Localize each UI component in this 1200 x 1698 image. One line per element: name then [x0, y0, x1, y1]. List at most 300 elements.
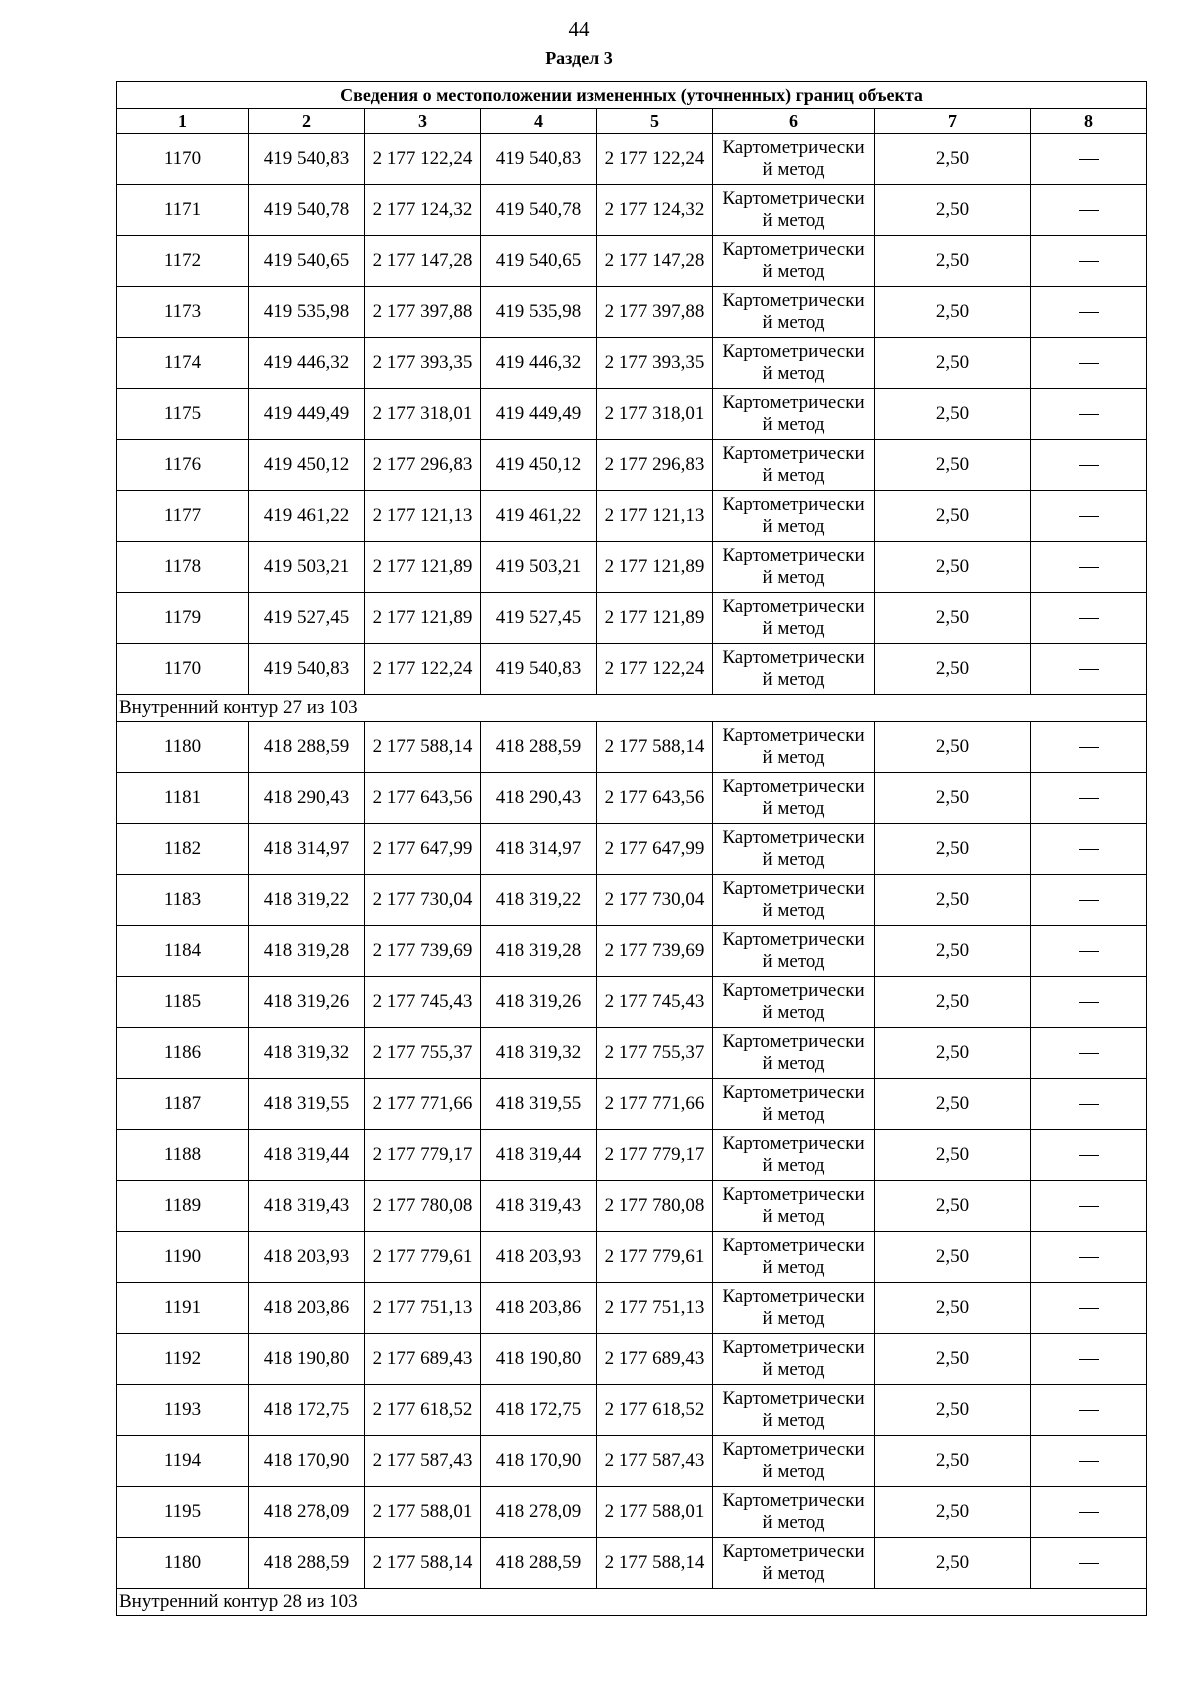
coordinates-table [116, 81, 1147, 1616]
method-cell [713, 644, 875, 695]
table-row [117, 824, 1147, 875]
existing-x: 418 314,97 [249, 824, 365, 875]
existing-x: 419 450,12 [249, 440, 365, 491]
dash-mark [1079, 567, 1099, 569]
existing-y: 2 177 588,01 [365, 1487, 481, 1538]
method-line: й метод [762, 1002, 825, 1023]
method-line: й метод [762, 1410, 825, 1431]
precision-value: 2,50 [875, 1334, 1031, 1385]
existing-y: 2 177 779,17 [365, 1130, 481, 1181]
dash-cell [1031, 134, 1147, 185]
existing-x: 419 461,22 [249, 491, 365, 542]
point-number: 1191 [117, 1283, 249, 1334]
refined-y: 2 177 588,14 [597, 1538, 713, 1589]
existing-x: 419 540,65 [249, 236, 365, 287]
refined-x: 418 319,43 [481, 1181, 597, 1232]
point-number: 1180 [117, 722, 249, 773]
method-line: й метод [762, 669, 825, 690]
precision-value: 2,50 [875, 1385, 1031, 1436]
point-number: 1194 [117, 1436, 249, 1487]
dash-mark [1079, 1104, 1099, 1106]
dash-cell [1031, 773, 1147, 824]
existing-y: 2 177 318,01 [365, 389, 481, 440]
method-line: Картометрически [722, 341, 865, 362]
dash-mark [1079, 618, 1099, 620]
refined-x: 418 190,80 [481, 1334, 597, 1385]
existing-y: 2 177 122,24 [365, 134, 481, 185]
dash-mark [1079, 465, 1099, 467]
existing-y: 2 177 618,52 [365, 1385, 481, 1436]
precision-value: 2,50 [875, 1436, 1031, 1487]
existing-x: 418 170,90 [249, 1436, 365, 1487]
refined-x: 418 290,43 [481, 773, 597, 824]
method-cell [713, 287, 875, 338]
dash-mark [1079, 312, 1099, 314]
existing-x: 418 319,32 [249, 1028, 365, 1079]
refined-x: 418 170,90 [481, 1436, 597, 1487]
dash-cell [1031, 236, 1147, 287]
existing-y: 2 177 122,24 [365, 644, 481, 695]
existing-x: 418 190,80 [249, 1334, 365, 1385]
existing-x: 419 446,32 [249, 338, 365, 389]
point-number: 1183 [117, 875, 249, 926]
table-row [117, 236, 1147, 287]
point-number: 1170 [117, 134, 249, 185]
precision-value: 2,50 [875, 773, 1031, 824]
existing-y: 2 177 755,37 [365, 1028, 481, 1079]
existing-x: 419 535,98 [249, 287, 365, 338]
dash-cell [1031, 440, 1147, 491]
method-line: й метод [762, 210, 825, 231]
precision-value: 2,50 [875, 875, 1031, 926]
refined-y: 2 177 779,17 [597, 1130, 713, 1181]
point-number: 1182 [117, 824, 249, 875]
dash-mark [1079, 1002, 1099, 1004]
dash-cell [1031, 644, 1147, 695]
existing-y: 2 177 751,13 [365, 1283, 481, 1334]
dash-mark [1079, 1308, 1099, 1310]
dash-cell [1031, 1487, 1147, 1538]
table-row [117, 1283, 1147, 1334]
existing-y: 2 177 689,43 [365, 1334, 481, 1385]
point-number: 1179 [117, 593, 249, 644]
refined-x: 419 503,21 [481, 542, 597, 593]
point-number: 1190 [117, 1232, 249, 1283]
section-title: Раздел 3 [545, 48, 613, 68]
refined-x: 418 314,97 [481, 824, 597, 875]
method-line: й метод [762, 567, 825, 588]
refined-y: 2 177 751,13 [597, 1283, 713, 1334]
existing-x: 419 449,49 [249, 389, 365, 440]
point-number: 1185 [117, 977, 249, 1028]
method-line: й метод [762, 363, 825, 384]
point-number: 1175 [117, 389, 249, 440]
dash-cell [1031, 1385, 1147, 1436]
existing-y: 2 177 647,99 [365, 824, 481, 875]
method-line: Картометрически [722, 1388, 865, 1409]
refined-x: 418 319,32 [481, 1028, 597, 1079]
refined-y: 2 177 780,08 [597, 1181, 713, 1232]
method-line: Картометрически [722, 188, 865, 209]
method-cell [713, 440, 875, 491]
method-cell [713, 338, 875, 389]
existing-y: 2 177 124,32 [365, 185, 481, 236]
precision-value: 2,50 [875, 1487, 1031, 1538]
method-cell [713, 185, 875, 236]
point-number: 1172 [117, 236, 249, 287]
dash-cell [1031, 185, 1147, 236]
point-number: 1187 [117, 1079, 249, 1130]
method-line: Картометрически [722, 1031, 865, 1052]
precision-value: 2,50 [875, 824, 1031, 875]
precision-value: 2,50 [875, 338, 1031, 389]
table-row [117, 593, 1147, 644]
refined-y: 2 177 618,52 [597, 1385, 713, 1436]
point-number: 1195 [117, 1487, 249, 1538]
method-line: й метод [762, 618, 825, 639]
dash-mark [1079, 210, 1099, 212]
refined-x: 419 450,12 [481, 440, 597, 491]
existing-x: 418 288,59 [249, 1538, 365, 1589]
refined-x: 418 203,86 [481, 1283, 597, 1334]
existing-y: 2 177 771,66 [365, 1079, 481, 1130]
point-number: 1170 [117, 644, 249, 695]
refined-y: 2 177 124,32 [597, 185, 713, 236]
table-row [117, 287, 1147, 338]
refined-y: 2 177 739,69 [597, 926, 713, 977]
contour-row [117, 1589, 1147, 1616]
method-cell [713, 542, 875, 593]
refined-y: 2 177 122,24 [597, 644, 713, 695]
refined-y: 2 177 779,61 [597, 1232, 713, 1283]
dash-mark [1079, 669, 1099, 671]
refined-x: 418 288,59 [481, 722, 597, 773]
refined-y: 2 177 689,43 [597, 1334, 713, 1385]
column-number-row [117, 109, 1147, 134]
method-line: Картометрически [722, 929, 865, 950]
point-number: 1177 [117, 491, 249, 542]
table-row [117, 644, 1147, 695]
existing-y: 2 177 393,35 [365, 338, 481, 389]
point-number: 1184 [117, 926, 249, 977]
existing-x: 418 319,43 [249, 1181, 365, 1232]
table-row [117, 185, 1147, 236]
dash-mark [1079, 798, 1099, 800]
dash-mark [1079, 1563, 1099, 1565]
refined-x: 419 540,83 [481, 644, 597, 695]
refined-y: 2 177 122,24 [597, 134, 713, 185]
table-row [117, 1334, 1147, 1385]
method-line: й метод [762, 1206, 825, 1227]
table-row [117, 722, 1147, 773]
precision-value: 2,50 [875, 593, 1031, 644]
refined-x: 418 319,55 [481, 1079, 597, 1130]
dash-mark [1079, 951, 1099, 953]
method-line: Картометрически [722, 290, 865, 311]
page-number: 44 [568, 17, 590, 41]
method-cell [713, 1538, 875, 1589]
method-line: Картометрически [722, 878, 865, 899]
refined-y: 2 177 121,89 [597, 593, 713, 644]
dash-mark [1079, 1053, 1099, 1055]
method-line: й метод [762, 951, 825, 972]
method-line: Картометрически [722, 1286, 865, 1307]
dash-mark [1079, 159, 1099, 161]
method-line: Картометрически [722, 1439, 865, 1460]
table-caption-row [117, 82, 1147, 109]
method-line: Картометрически [722, 1235, 865, 1256]
dash-mark [1079, 1512, 1099, 1514]
table-row [117, 1385, 1147, 1436]
method-cell [713, 1436, 875, 1487]
existing-y: 2 177 745,43 [365, 977, 481, 1028]
dash-cell [1031, 824, 1147, 875]
refined-y: 2 177 771,66 [597, 1079, 713, 1130]
method-cell [713, 926, 875, 977]
refined-x: 418 288,59 [481, 1538, 597, 1589]
dash-cell [1031, 287, 1147, 338]
table-row [117, 1487, 1147, 1538]
refined-x: 419 540,65 [481, 236, 597, 287]
refined-x: 419 540,78 [481, 185, 597, 236]
precision-value: 2,50 [875, 1181, 1031, 1232]
precision-value: 2,50 [875, 644, 1031, 695]
existing-x: 418 319,44 [249, 1130, 365, 1181]
method-line: Картометрически [722, 137, 865, 158]
table-row [117, 1079, 1147, 1130]
precision-value: 2,50 [875, 185, 1031, 236]
dash-cell [1031, 491, 1147, 542]
contour-label: Внутренний контур 27 из 103 [117, 695, 1147, 722]
table-row [117, 1436, 1147, 1487]
column-number: 4 [481, 109, 597, 134]
existing-x: 419 540,83 [249, 644, 365, 695]
method-line: Картометрически [722, 596, 865, 617]
method-line: Картометрически [722, 776, 865, 797]
existing-x: 418 319,55 [249, 1079, 365, 1130]
method-line: й метод [762, 1461, 825, 1482]
refined-y: 2 177 397,88 [597, 287, 713, 338]
method-cell [713, 977, 875, 1028]
method-cell [713, 491, 875, 542]
method-line: Картометрически [722, 1337, 865, 1358]
refined-x: 418 203,93 [481, 1232, 597, 1283]
method-line: Картометрически [722, 1082, 865, 1103]
method-line: й метод [762, 747, 825, 768]
method-line: Картометрически [722, 647, 865, 668]
method-line: й метод [762, 1257, 825, 1278]
refined-x: 419 527,45 [481, 593, 597, 644]
existing-y: 2 177 147,28 [365, 236, 481, 287]
table-row [117, 1181, 1147, 1232]
dash-cell [1031, 1232, 1147, 1283]
column-number: 6 [713, 109, 875, 134]
table-row [117, 338, 1147, 389]
refined-y: 2 177 588,01 [597, 1487, 713, 1538]
dash-mark [1079, 1410, 1099, 1412]
dash-mark [1079, 261, 1099, 263]
dash-mark [1079, 1206, 1099, 1208]
method-cell [713, 824, 875, 875]
table-row [117, 134, 1147, 185]
method-line: Картометрически [722, 545, 865, 566]
precision-value: 2,50 [875, 1130, 1031, 1181]
existing-x: 419 503,21 [249, 542, 365, 593]
method-line: й метод [762, 798, 825, 819]
existing-x: 418 203,93 [249, 1232, 365, 1283]
existing-y: 2 177 121,13 [365, 491, 481, 542]
refined-x: 418 319,28 [481, 926, 597, 977]
refined-y: 2 177 393,35 [597, 338, 713, 389]
precision-value: 2,50 [875, 1028, 1031, 1079]
dash-cell [1031, 1334, 1147, 1385]
table-row [117, 773, 1147, 824]
precision-value: 2,50 [875, 542, 1031, 593]
precision-value: 2,50 [875, 491, 1031, 542]
existing-y: 2 177 296,83 [365, 440, 481, 491]
point-number: 1173 [117, 287, 249, 338]
point-number: 1188 [117, 1130, 249, 1181]
precision-value: 2,50 [875, 389, 1031, 440]
refined-y: 2 177 643,56 [597, 773, 713, 824]
method-line: й метод [762, 1512, 825, 1533]
existing-x: 418 288,59 [249, 722, 365, 773]
method-line: й метод [762, 261, 825, 282]
existing-x: 418 319,22 [249, 875, 365, 926]
method-cell [713, 134, 875, 185]
refined-y: 2 177 121,89 [597, 542, 713, 593]
method-cell [713, 773, 875, 824]
dash-mark [1079, 1359, 1099, 1361]
refined-x: 419 449,49 [481, 389, 597, 440]
column-number: 2 [249, 109, 365, 134]
contour-label: Внутренний контур 28 из 103 [117, 1589, 1147, 1616]
existing-x: 418 290,43 [249, 773, 365, 824]
dash-mark [1079, 516, 1099, 518]
table-row [117, 1538, 1147, 1589]
method-line: й метод [762, 1053, 825, 1074]
point-number: 1171 [117, 185, 249, 236]
precision-value: 2,50 [875, 287, 1031, 338]
table-row [117, 1232, 1147, 1283]
method-line: й метод [762, 516, 825, 537]
method-line: Картометрически [722, 1490, 865, 1511]
existing-x: 418 319,28 [249, 926, 365, 977]
refined-x: 418 319,26 [481, 977, 597, 1028]
method-cell [713, 236, 875, 287]
existing-y: 2 177 121,89 [365, 593, 481, 644]
refined-x: 419 535,98 [481, 287, 597, 338]
existing-x: 419 540,83 [249, 134, 365, 185]
dash-mark [1079, 1461, 1099, 1463]
method-line: Картометрически [722, 392, 865, 413]
precision-value: 2,50 [875, 1232, 1031, 1283]
table-row [117, 1028, 1147, 1079]
dash-cell [1031, 722, 1147, 773]
refined-x: 418 278,09 [481, 1487, 597, 1538]
precision-value: 2,50 [875, 134, 1031, 185]
refined-x: 418 319,44 [481, 1130, 597, 1181]
dash-cell [1031, 542, 1147, 593]
refined-y: 2 177 296,83 [597, 440, 713, 491]
method-line: Картометрически [722, 725, 865, 746]
method-line: Картометрически [722, 1184, 865, 1205]
dash-cell [1031, 977, 1147, 1028]
column-number: 7 [875, 109, 1031, 134]
refined-y: 2 177 755,37 [597, 1028, 713, 1079]
dash-cell [1031, 1181, 1147, 1232]
dash-cell [1031, 1079, 1147, 1130]
precision-value: 2,50 [875, 236, 1031, 287]
point-number: 1180 [117, 1538, 249, 1589]
dash-mark [1079, 849, 1099, 851]
method-line: й метод [762, 900, 825, 921]
refined-y: 2 177 121,13 [597, 491, 713, 542]
refined-y: 2 177 730,04 [597, 875, 713, 926]
refined-y: 2 177 588,14 [597, 722, 713, 773]
method-line: й метод [762, 159, 825, 180]
precision-value: 2,50 [875, 722, 1031, 773]
refined-y: 2 177 318,01 [597, 389, 713, 440]
existing-y: 2 177 730,04 [365, 875, 481, 926]
method-line: й метод [762, 1155, 825, 1176]
point-number: 1193 [117, 1385, 249, 1436]
method-cell [713, 1487, 875, 1538]
table-row [117, 440, 1147, 491]
table-row [117, 389, 1147, 440]
existing-x: 418 203,86 [249, 1283, 365, 1334]
existing-y: 2 177 643,56 [365, 773, 481, 824]
refined-x: 419 540,83 [481, 134, 597, 185]
point-number: 1189 [117, 1181, 249, 1232]
method-cell [713, 1028, 875, 1079]
refined-y: 2 177 587,43 [597, 1436, 713, 1487]
method-line: й метод [762, 849, 825, 870]
point-number: 1186 [117, 1028, 249, 1079]
column-number: 3 [365, 109, 481, 134]
method-line: Картометрически [722, 494, 865, 515]
refined-x: 419 461,22 [481, 491, 597, 542]
method-line: Картометрически [722, 827, 865, 848]
dash-cell [1031, 593, 1147, 644]
refined-x: 419 446,32 [481, 338, 597, 389]
precision-value: 2,50 [875, 1283, 1031, 1334]
dash-cell [1031, 1130, 1147, 1181]
dash-mark [1079, 1155, 1099, 1157]
existing-y: 2 177 587,43 [365, 1436, 481, 1487]
method-line: й метод [762, 414, 825, 435]
point-number: 1178 [117, 542, 249, 593]
method-cell [713, 875, 875, 926]
table-row [117, 542, 1147, 593]
column-number: 8 [1031, 109, 1147, 134]
table-row [117, 926, 1147, 977]
method-line: Картометрически [722, 443, 865, 464]
method-line: й метод [762, 1104, 825, 1125]
existing-x: 418 319,26 [249, 977, 365, 1028]
precision-value: 2,50 [875, 440, 1031, 491]
dash-mark [1079, 1257, 1099, 1259]
existing-y: 2 177 780,08 [365, 1181, 481, 1232]
dash-mark [1079, 747, 1099, 749]
existing-y: 2 177 588,14 [365, 1538, 481, 1589]
method-line: й метод [762, 1308, 825, 1329]
point-number: 1176 [117, 440, 249, 491]
dash-cell [1031, 389, 1147, 440]
method-cell [713, 1232, 875, 1283]
existing-y: 2 177 121,89 [365, 542, 481, 593]
precision-value: 2,50 [875, 1538, 1031, 1589]
